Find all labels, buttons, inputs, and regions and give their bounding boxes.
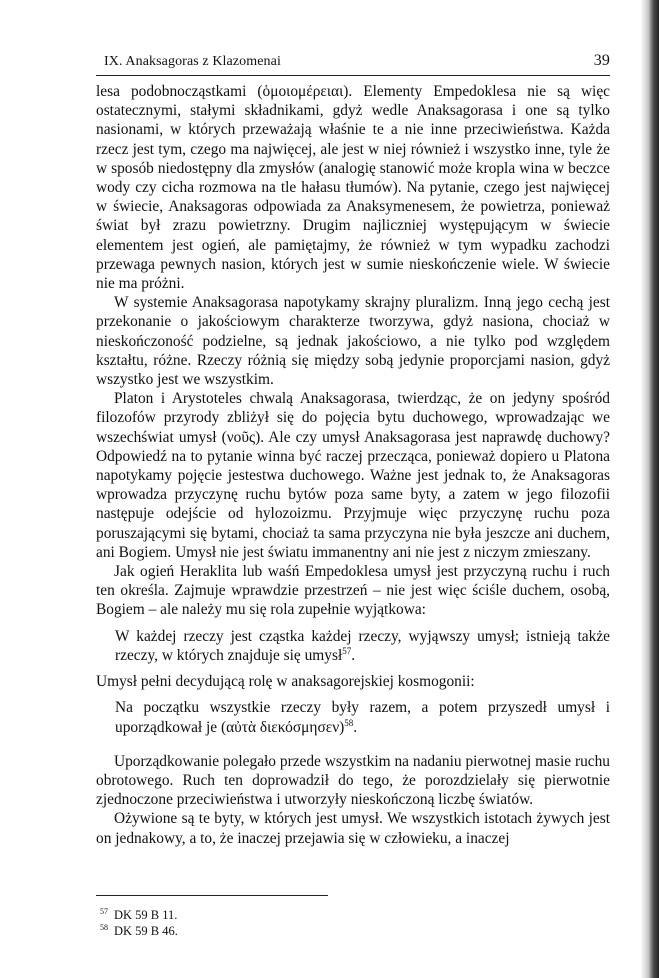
footnote-text: DK 59 B 11.	[114, 908, 178, 922]
paragraph-6: Uporządkowanie polegało przede wszystkim na nadaniu pierwotnej masie ruchu obrotowego. Ruch ten doprowadził do tego, że porozdzielały się pierwotnie zjednoczone przeciwieństwa i utworzyły nieskończoną liczbę światów.	[96, 752, 610, 809]
page-edge-shadow	[641, 0, 659, 978]
header-rule	[96, 75, 610, 76]
quote-2-text: Na początku wszystkie rzeczy były razem, a potem przyszedł umysł i uporządkował je (αὐτὰ διεκόσμησεν)	[115, 699, 610, 736]
footnote	[100, 907, 500, 923]
body-text	[96, 82, 610, 848]
paragraph-1: lesa podobnocząstkami (ὁμοιομέρειαι). Elementy Empedoklesa nie są więc ostatecznymi, stałymi składnikami, gdyż wedle Anaksagorasa i one są tylko nasionami, w których przeważają właśnie te a nie inne przeciwieństwa. Każda rzecz jest tym, czego ma najwięcej, ale jest w niej również i wszystko inne, tyle że w sposób niedostępny dla zmysłów (analogię stanowić może kropla wina w beczce wody czy cicha rozmowa na tle hałasu tłumów). Na pytanie, czego jest najwięcej w świecie, Anaksagoras odpowiada za Anaksymenesem, że powietrza, ponieważ świat był zrazu powietrzny. Drugim najliczniej występującym w świecie elementem jest ogień, ale pamiętajmy, że również w tym wypadku zachodzi przewaga pewnych nasion, których jest w sumie nieskończenie wiele. W świecie nie ma próżni.	[96, 83, 610, 293]
block-quote-1: W każdej rzeczy jest cząstka każdej rzeczy, wyjąwszy umysł; istnieją także rzeczy, w których znajduje się umysł$^{57}$.	[115, 627, 610, 664]
footnote-ref-57: 57	[342, 645, 352, 656]
paragraph-7: Ożywione są te byty, w których jest umysł. We wszystkich istotach żywych jest on jednakowy, a to, że inaczej przejawia się w człowieku, a inaczej	[96, 810, 610, 847]
footnote-number: 58	[100, 923, 108, 932]
running-title: IX. Anaksagoras z Klazomenai	[104, 54, 281, 69]
paragraph-3: Platon i Arystoteles chwalą Anaksagorasa, twierdząc, że on jedyny spośród filozofów przyrody zbliżył się do pojęcia bytu duchowego, wprowadzając we wszechświat umysł (νοῦς). Ale czy umysł Anaksagorasa jest naprawdę duchowy? Odpowiedź na to pytanie winna być raczej przecząca, ponieważ dopiero u Platona napotykamy pojęcie jestestwa duchowego. Ważne jest jednak to, że Anaksagoras wprowadza przyczynę ruchu bytów poza same byty, a zatem w jego filozofii następuje odejście od hylozoizmu. Przyjmuje więc przyczynę ruchu poza poruszającymi się bytami, chociaż ta sama przyczyna nie była jeszcze ani duchem, ani Bogiem. Umysł nie jest światu immanentny ani nie jest z niczym zmieszany.	[96, 390, 610, 561]
paragraph-2: W systemie Anaksagorasa napotykamy skrajny pluralizm. Inną jego cechą jest przekonanie o jakościowym charakterze tworzywa, gdyż nasiona, chociaż w nieskończoność podzielne, są jednak jakościowo, a nie tylko pod względem kształtu, różne. Rzeczy różnią się między sobą jedynie proporcjami nasion, gdyż wszystko jest we wszystkim.	[96, 294, 610, 389]
running-header	[104, 52, 610, 74]
block-quote-2: Na początku wszystkie rzeczy były razem, a potem przyszedł umysł i uporządkował je (αὐτὰ διεκόσμησεν)$^{58}$.	[115, 699, 610, 736]
page-number: 39	[593, 52, 610, 69]
paragraph-4: Jak ogień Heraklita lub waśń Empedoklesa umysł jest przyczyną ruchu i ruch ten określa. Zajmuje wprawdzie przestrzeń – nie jest więc ściśle duchem, osobą, Bogiem – ale należy mu się rola zupełnie wyjątkowa:	[96, 563, 610, 619]
footnote-text: DK 59 B 46.	[114, 924, 178, 938]
footnotes	[100, 907, 500, 939]
footnote	[100, 923, 500, 939]
paragraph-5: Umysł pełni decydującą rolę w anaksagorejskiej kosmogonii:	[96, 673, 475, 691]
quote-1-text: W każdej rzeczy jest cząstka każdej rzeczy, wyjąwszy umysł; istnieją także rzeczy, w których znajduje się umysł	[115, 627, 610, 664]
footnote-rule	[96, 895, 328, 896]
footnote-ref-58: 58	[344, 717, 354, 728]
footnote-number: 57	[100, 907, 108, 916]
